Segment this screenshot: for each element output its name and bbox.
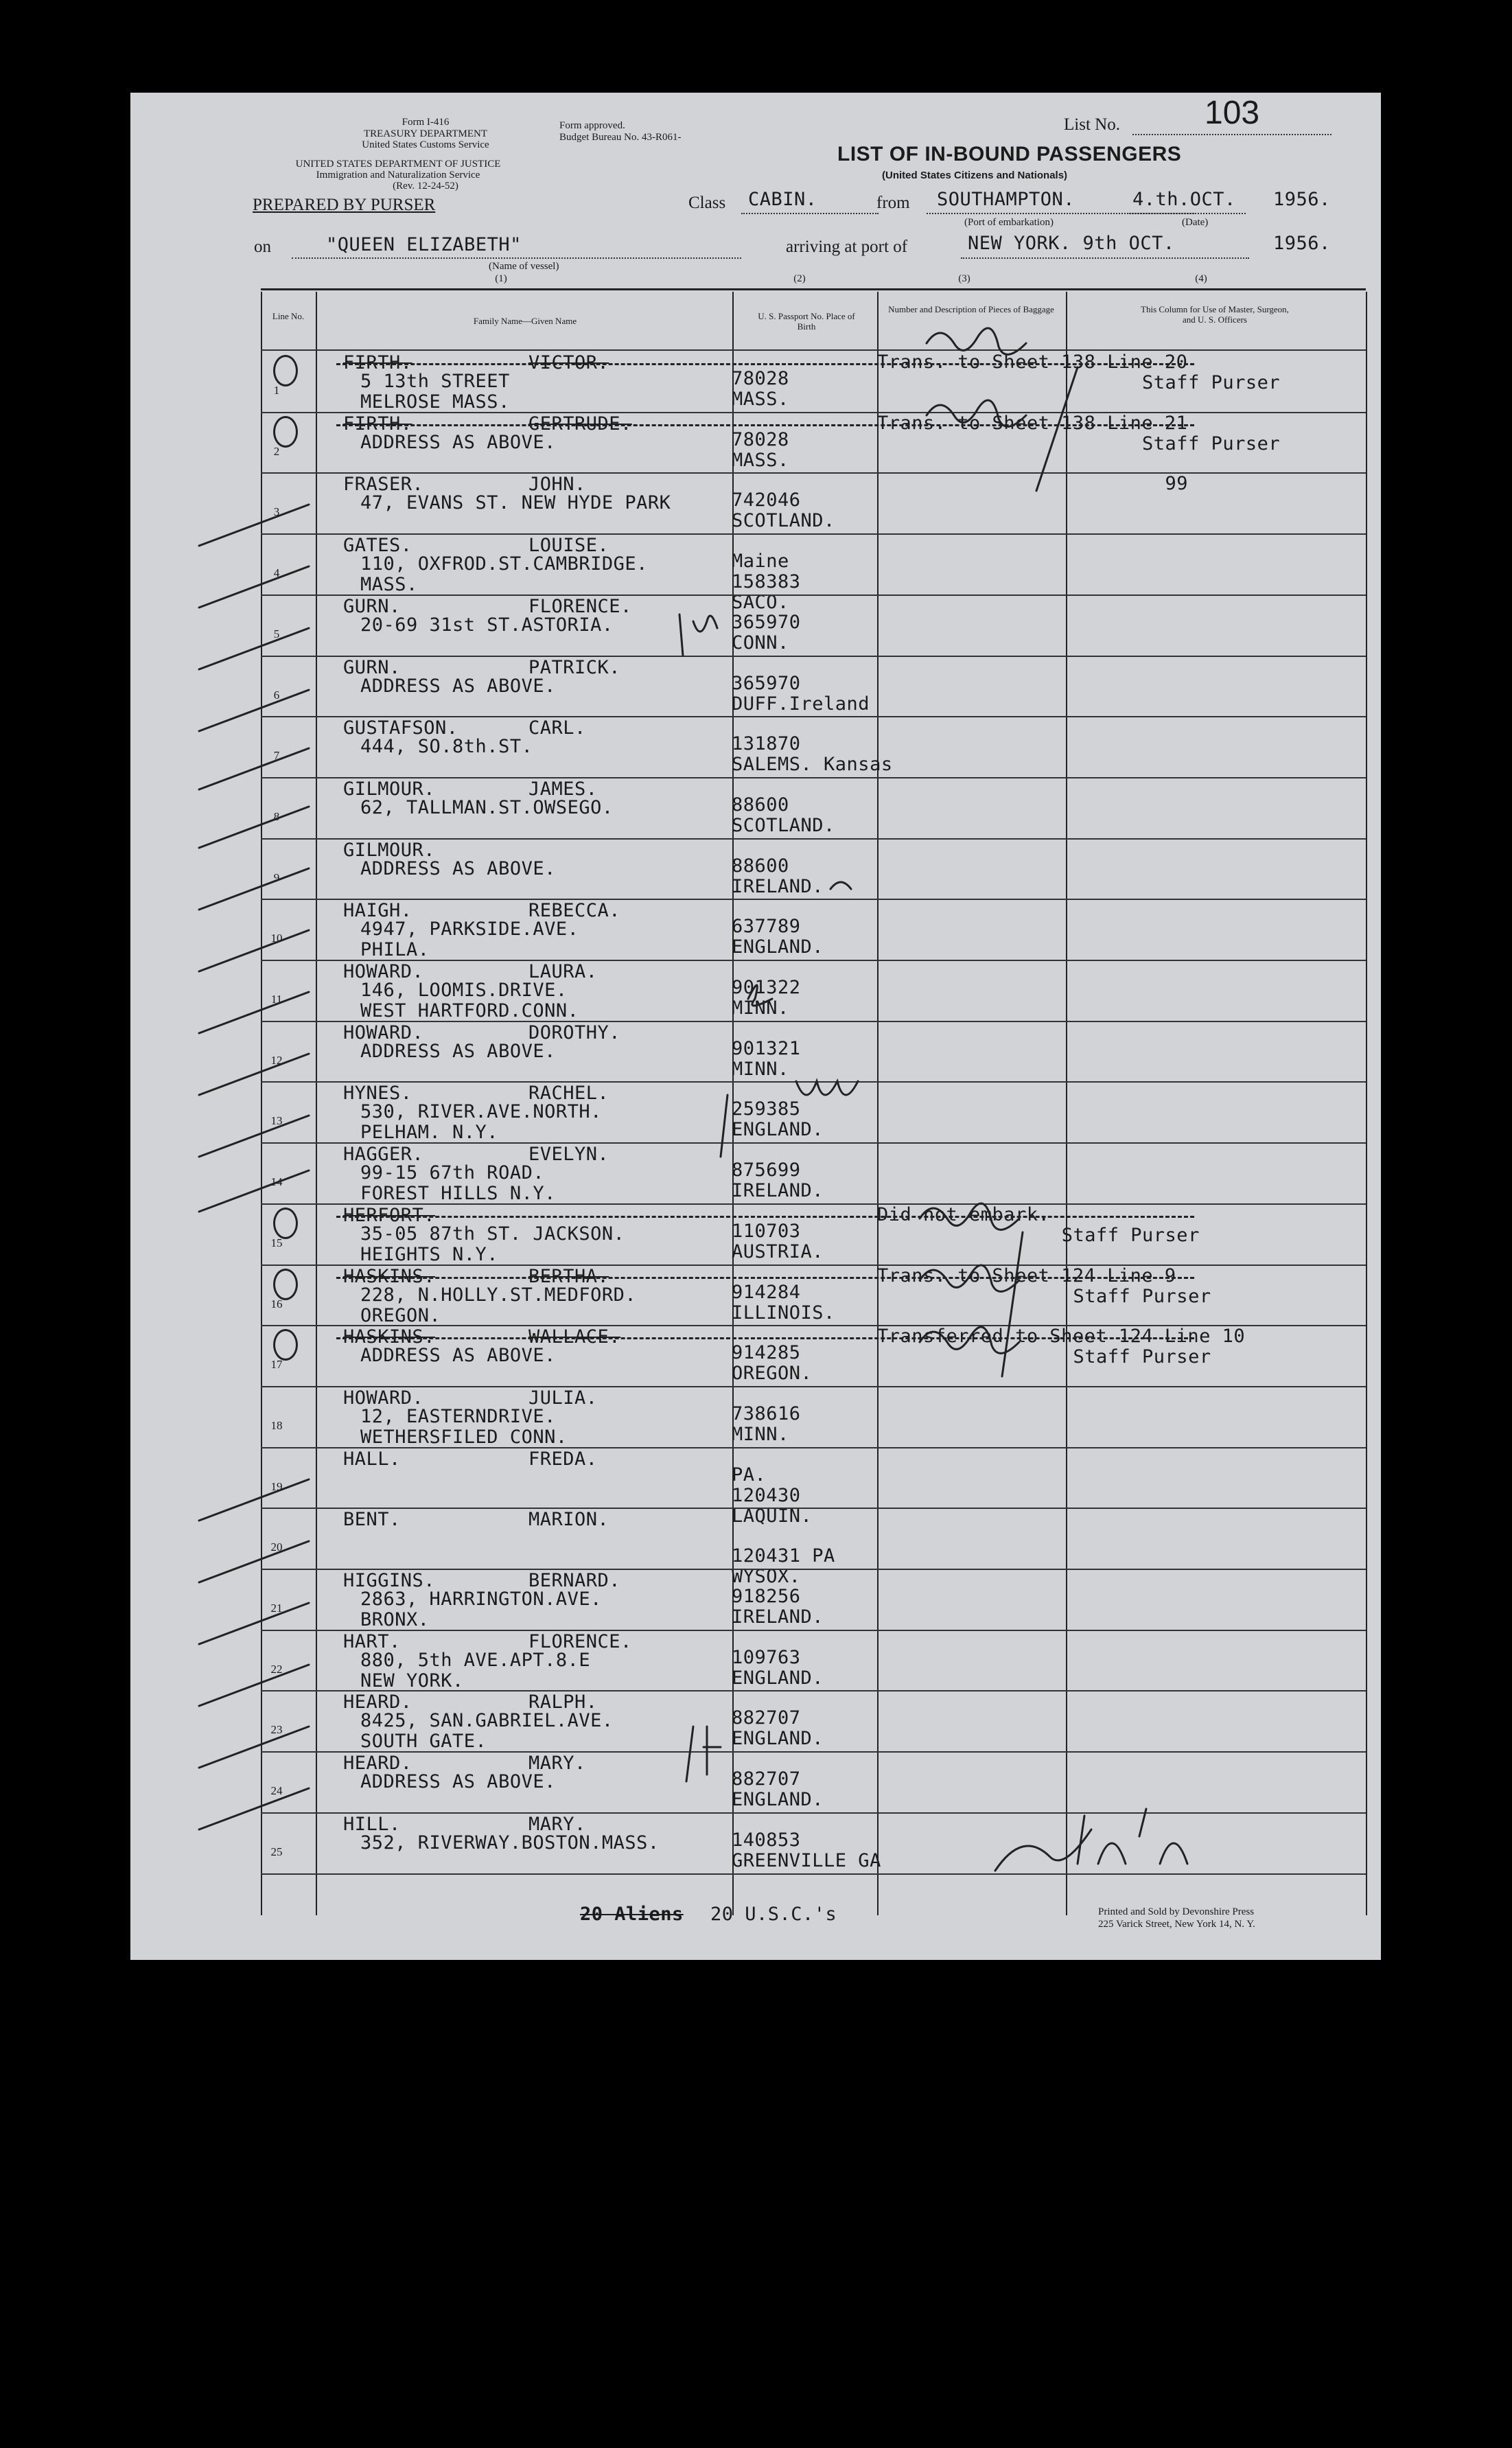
given-name: MARION. (528, 1509, 609, 1531)
passport-birthplace: 738616 MINN. (732, 1402, 801, 1445)
address: 99-15 67th ROAD. FOREST HILLS N.Y. (360, 1162, 556, 1205)
passport-birthplace: 901321 MINN. (732, 1037, 801, 1080)
passport-birthplace: 78028 MASS. (732, 428, 789, 471)
passport-birthplace: 110703 AUSTRIA. (732, 1220, 824, 1262)
passport-birthplace: 140853 GREENVILLE GA (732, 1829, 881, 1871)
port-embark-caption: (Port of embarkation) (964, 217, 1054, 228)
family-name: HAIGH. (343, 900, 412, 922)
line-number: 23 (270, 1723, 283, 1737)
address: 62, TALLMAN.ST.OWSEGO. (360, 796, 614, 818)
given-name: RALPH. (528, 1691, 598, 1713)
line-number: 5 (273, 627, 280, 640)
justice-dept: UNITED STATES DEPARTMENT OF JUSTICE (295, 159, 501, 170)
line-number: 11 (270, 993, 283, 1006)
from-port: SOUTHAMPTON. (937, 189, 1075, 210)
line-number: 14 (270, 1175, 283, 1189)
printer-line-1: Printed and Sold by Devonshire Press (1098, 1906, 1255, 1917)
passport-birthplace: 914285 OREGON. (732, 1342, 813, 1385)
line-number: 4 (273, 566, 280, 580)
passport-birthplace: 88600 SCOTLAND. (732, 794, 835, 836)
given-name: REBECCA. (528, 900, 621, 922)
address: 47, EVANS ST. NEW HYDE PARK (360, 492, 671, 514)
line-number: 7 (273, 749, 280, 763)
family-name: FIRTH. (343, 413, 412, 435)
given-name: FLORENCE. (528, 1630, 632, 1652)
address: 146, LOOMIS.DRIVE. WEST HARTFORD.CONN. (360, 980, 579, 1021)
footer-struck-aliens: 20 Aliens (580, 1904, 684, 1925)
form-number: Form I-416 (402, 117, 450, 128)
given-name: CARL. (528, 717, 586, 739)
address: ADDRESS AS ABOVE. (360, 1040, 556, 1062)
form-subtitle: (United States Citizens and Nationals) (882, 170, 1068, 181)
manifest-sheet (130, 93, 1381, 1960)
col-head-passport: U. S. Passport No. Place of Birth (758, 311, 855, 332)
address: 228, N.HOLLY.ST.MEDFORD. OREGON. (360, 1284, 637, 1326)
family-name: GURN. (343, 595, 401, 617)
given-name: LAURA. (528, 961, 598, 982)
family-name: HOWARD. (343, 961, 424, 982)
officer-note: Staff Purser (1061, 1224, 1200, 1246)
baggage-note: Trans. to Sheet 138 Line 20 (877, 351, 1188, 373)
col-head-officers: This Column for Use of Master, Surgeon, and U. S. Officers (1141, 304, 1289, 325)
address: ADDRESS AS ABOVE. (360, 1345, 556, 1367)
line-number: 3 (273, 505, 280, 519)
family-name: HEARD. (343, 1753, 412, 1775)
col-num-3: (3) (958, 273, 970, 284)
family-name: HOWARD. (343, 1387, 424, 1409)
prepared-by: PREPARED BY PURSER (253, 196, 436, 214)
officer-note: Staff Purser (1073, 1285, 1211, 1307)
address: ADDRESS AS ABOVE. (360, 1771, 556, 1793)
address: 110, OXFROD.ST.CAMBRIDGE. MASS. (360, 553, 648, 596)
address: 352, RIVERWAY.BOSTON.MASS. (360, 1832, 660, 1854)
family-name: GILMOUR. (343, 839, 436, 861)
officer-note: Staff Purser (1073, 1346, 1211, 1368)
class-label: Class (688, 194, 726, 212)
family-name: GATES. (343, 535, 412, 557)
passport-birthplace: 637789 ENGLAND. (732, 916, 824, 958)
given-name: BERTHA. (528, 1265, 609, 1287)
vessel-name: "QUEEN ELIZABETH" (326, 234, 522, 255)
line-number: 16 (270, 1297, 283, 1310)
given-name: JAMES. (528, 778, 598, 800)
line-number: 10 (270, 932, 283, 945)
family-name: GUSTAFSON. (343, 717, 458, 739)
address: 8425, SAN.GABRIEL.AVE. SOUTH GATE. (360, 1710, 614, 1753)
address: ADDRESS AS ABOVE. (360, 431, 556, 453)
address: 2863, HARRINGTON.AVE. BRONX. (360, 1589, 602, 1630)
family-name: HASKINS. (343, 1326, 436, 1348)
arriving-year: 1956. (1273, 233, 1331, 254)
passport-birthplace: PA. 120430 LAQUIN. (732, 1464, 813, 1527)
handwritten-annotations (130, 93, 1381, 1960)
treasury-dept: TREASURY DEPARTMENT (363, 128, 488, 139)
passport-birthplace: 882707 ENGLAND. (732, 1707, 824, 1750)
passport-birthplace: 901322 MINN. (732, 977, 801, 1019)
col-num-2: (2) (793, 273, 806, 284)
family-name: HYNES. (343, 1083, 412, 1105)
on-label: on (254, 238, 271, 256)
line-number: 24 (270, 1784, 283, 1798)
family-name: HOWARD. (343, 1021, 424, 1043)
ins-service: Immigration and Naturalization Service (316, 170, 480, 181)
passport-birthplace: 882707 ENGLAND. (732, 1768, 824, 1811)
passport-birthplace: 109763 ENGLAND. (732, 1646, 824, 1689)
line-number: 20 (270, 1540, 283, 1554)
list-no-value: 103 (1205, 95, 1260, 131)
baggage-note: Trans. to Sheet 124 Line 9 (877, 1265, 1176, 1286)
family-name: BENT. (343, 1509, 401, 1531)
given-name: FLORENCE. (528, 595, 632, 617)
col-head-line: Line No. (272, 311, 305, 321)
line-number: 13 (270, 1114, 283, 1128)
given-name: JULIA. (528, 1387, 598, 1409)
passport-birthplace: 918256 IRELAND. (732, 1586, 824, 1628)
family-name: HASKINS. (343, 1265, 436, 1287)
family-name: HIGGINS. (343, 1570, 436, 1591)
line-number: 6 (273, 688, 280, 702)
address: ADDRESS AS ABOVE. (360, 675, 556, 697)
line-number: 19 (270, 1479, 283, 1493)
family-name: FIRTH. (343, 352, 412, 373)
passport-birthplace: 88600 IRELAND. (732, 855, 824, 897)
family-name: HALL. (343, 1448, 401, 1470)
col-num-4: (4) (1195, 273, 1207, 284)
passport-birthplace: 365970 CONN. (732, 611, 801, 654)
vessel-caption: (Name of vessel) (489, 261, 559, 272)
given-name: VICTOR. (528, 352, 609, 373)
given-name: MARY. (528, 1753, 586, 1775)
line-number: 21 (270, 1602, 283, 1615)
given-name: MARY. (528, 1813, 586, 1835)
col-head-name: Family Name—Given Name (473, 316, 577, 326)
line-number: 17 (270, 1358, 283, 1372)
line-number: 15 (270, 1236, 283, 1249)
officer-note: Staff Purser (1142, 372, 1281, 393)
address: 5 13th STREET MELROSE MASS. (360, 371, 510, 413)
given-name: DOROTHY. (528, 1021, 621, 1043)
form-approved: Form approved. (559, 120, 625, 131)
printer-line-2: 225 Varick Street, New York 14, N. Y. (1098, 1919, 1255, 1930)
from-year: 1956. (1273, 189, 1331, 210)
list-no-label: List No. (1064, 115, 1120, 134)
footer-total: 20 U.S.C.'s (710, 1904, 837, 1925)
address: 530, RIVER.AVE.NORTH. PELHAM. N.Y. (360, 1101, 602, 1144)
line-number: 12 (270, 1053, 283, 1067)
given-name: PATRICK. (528, 656, 621, 678)
line-number: 1 (273, 384, 280, 397)
passport-birthplace: 131870 SALEMS. Kansas (732, 733, 893, 776)
col-num-1: (1) (495, 273, 507, 284)
given-name: JOHN. (528, 474, 586, 496)
address: 880, 5th AVE.APT.8.E NEW YORK. (360, 1649, 591, 1691)
given-name: BERNARD. (528, 1570, 621, 1591)
arriving-label: arriving at port of (786, 238, 908, 256)
address: 20-69 31st ST.ASTORIA. (360, 614, 614, 636)
line-number: 18 (270, 1418, 283, 1432)
given-name: FREDA. (528, 1448, 598, 1470)
line-number: 25 (270, 1845, 283, 1858)
col-head-baggage: Number and Description of Pieces of Baggage (888, 304, 1054, 314)
arriving-value: NEW YORK. 9th OCT. (968, 233, 1175, 254)
given-name: GERTRUDE. (528, 413, 632, 435)
baggage-note: Transferred to Sheet 124 Line 10 (877, 1326, 1246, 1348)
address: ADDRESS AS ABOVE. (360, 857, 556, 879)
officer-note: 99 (1050, 473, 1189, 495)
family-name: HAGGER. (343, 1144, 424, 1166)
family-name: HART. (343, 1630, 401, 1652)
passport-birthplace: 78028 MASS. (732, 368, 789, 410)
line-number: 8 (273, 809, 280, 823)
form-title: LIST OF IN-BOUND PASSENGERS (837, 143, 1182, 165)
customs-service: United States Customs Service (362, 139, 489, 150)
passport-birthplace: 914284 ILLINOIS. (732, 1281, 835, 1324)
officer-note: Staff Purser (1142, 432, 1281, 454)
given-name: WALLACE. (528, 1326, 621, 1348)
given-name: LOUISE. (528, 535, 609, 557)
passport-birthplace: 875699 IRELAND. (732, 1159, 824, 1202)
date-caption: (Date) (1182, 217, 1209, 228)
passport-birthplace: Maine 158383 SACO. (732, 551, 801, 614)
address: 444, SO.8th.ST. (360, 736, 533, 758)
given-name: EVELYN. (528, 1144, 609, 1166)
passport-birthplace: 742046 SCOTLAND. (732, 489, 835, 532)
family-name: GURN. (343, 656, 401, 678)
line-number: 9 (273, 870, 280, 884)
family-name: HILL. (343, 1813, 401, 1835)
address: 35-05 87th ST. JACKSON. HEIGHTS N.Y. (360, 1223, 625, 1265)
from-date: 4.th.OCT. (1132, 189, 1236, 210)
address: 12, EASTERNDRIVE. WETHERSFILED CONN. (360, 1405, 568, 1448)
family-name: HEARD. (343, 1691, 412, 1713)
baggage-note: Trans. to Sheet 138 Line 21 (877, 412, 1188, 434)
family-name: FRASER. (343, 474, 424, 496)
class-value: CABIN. (748, 189, 817, 210)
from-label: from (876, 194, 910, 212)
baggage-note: Did not embark. (877, 1203, 1050, 1225)
passport-birthplace: 120431 PA WYSOX. (732, 1545, 835, 1588)
line-number: 22 (270, 1662, 283, 1676)
address: 4947, PARKSIDE.AVE. PHILA. (360, 919, 579, 961)
family-name: GILMOUR. (343, 778, 436, 800)
passport-birthplace: 259385 ENGLAND. (732, 1098, 824, 1141)
family-name: HERFORT. (343, 1204, 436, 1226)
line-number: 2 (273, 444, 280, 458)
budget-bureau: Budget Bureau No. 43-R061- (559, 132, 682, 143)
revision: (Rev. 12-24-52) (393, 181, 458, 192)
passport-birthplace: 365970 DUFF.Ireland (732, 672, 870, 715)
given-name: RACHEL. (528, 1083, 609, 1105)
